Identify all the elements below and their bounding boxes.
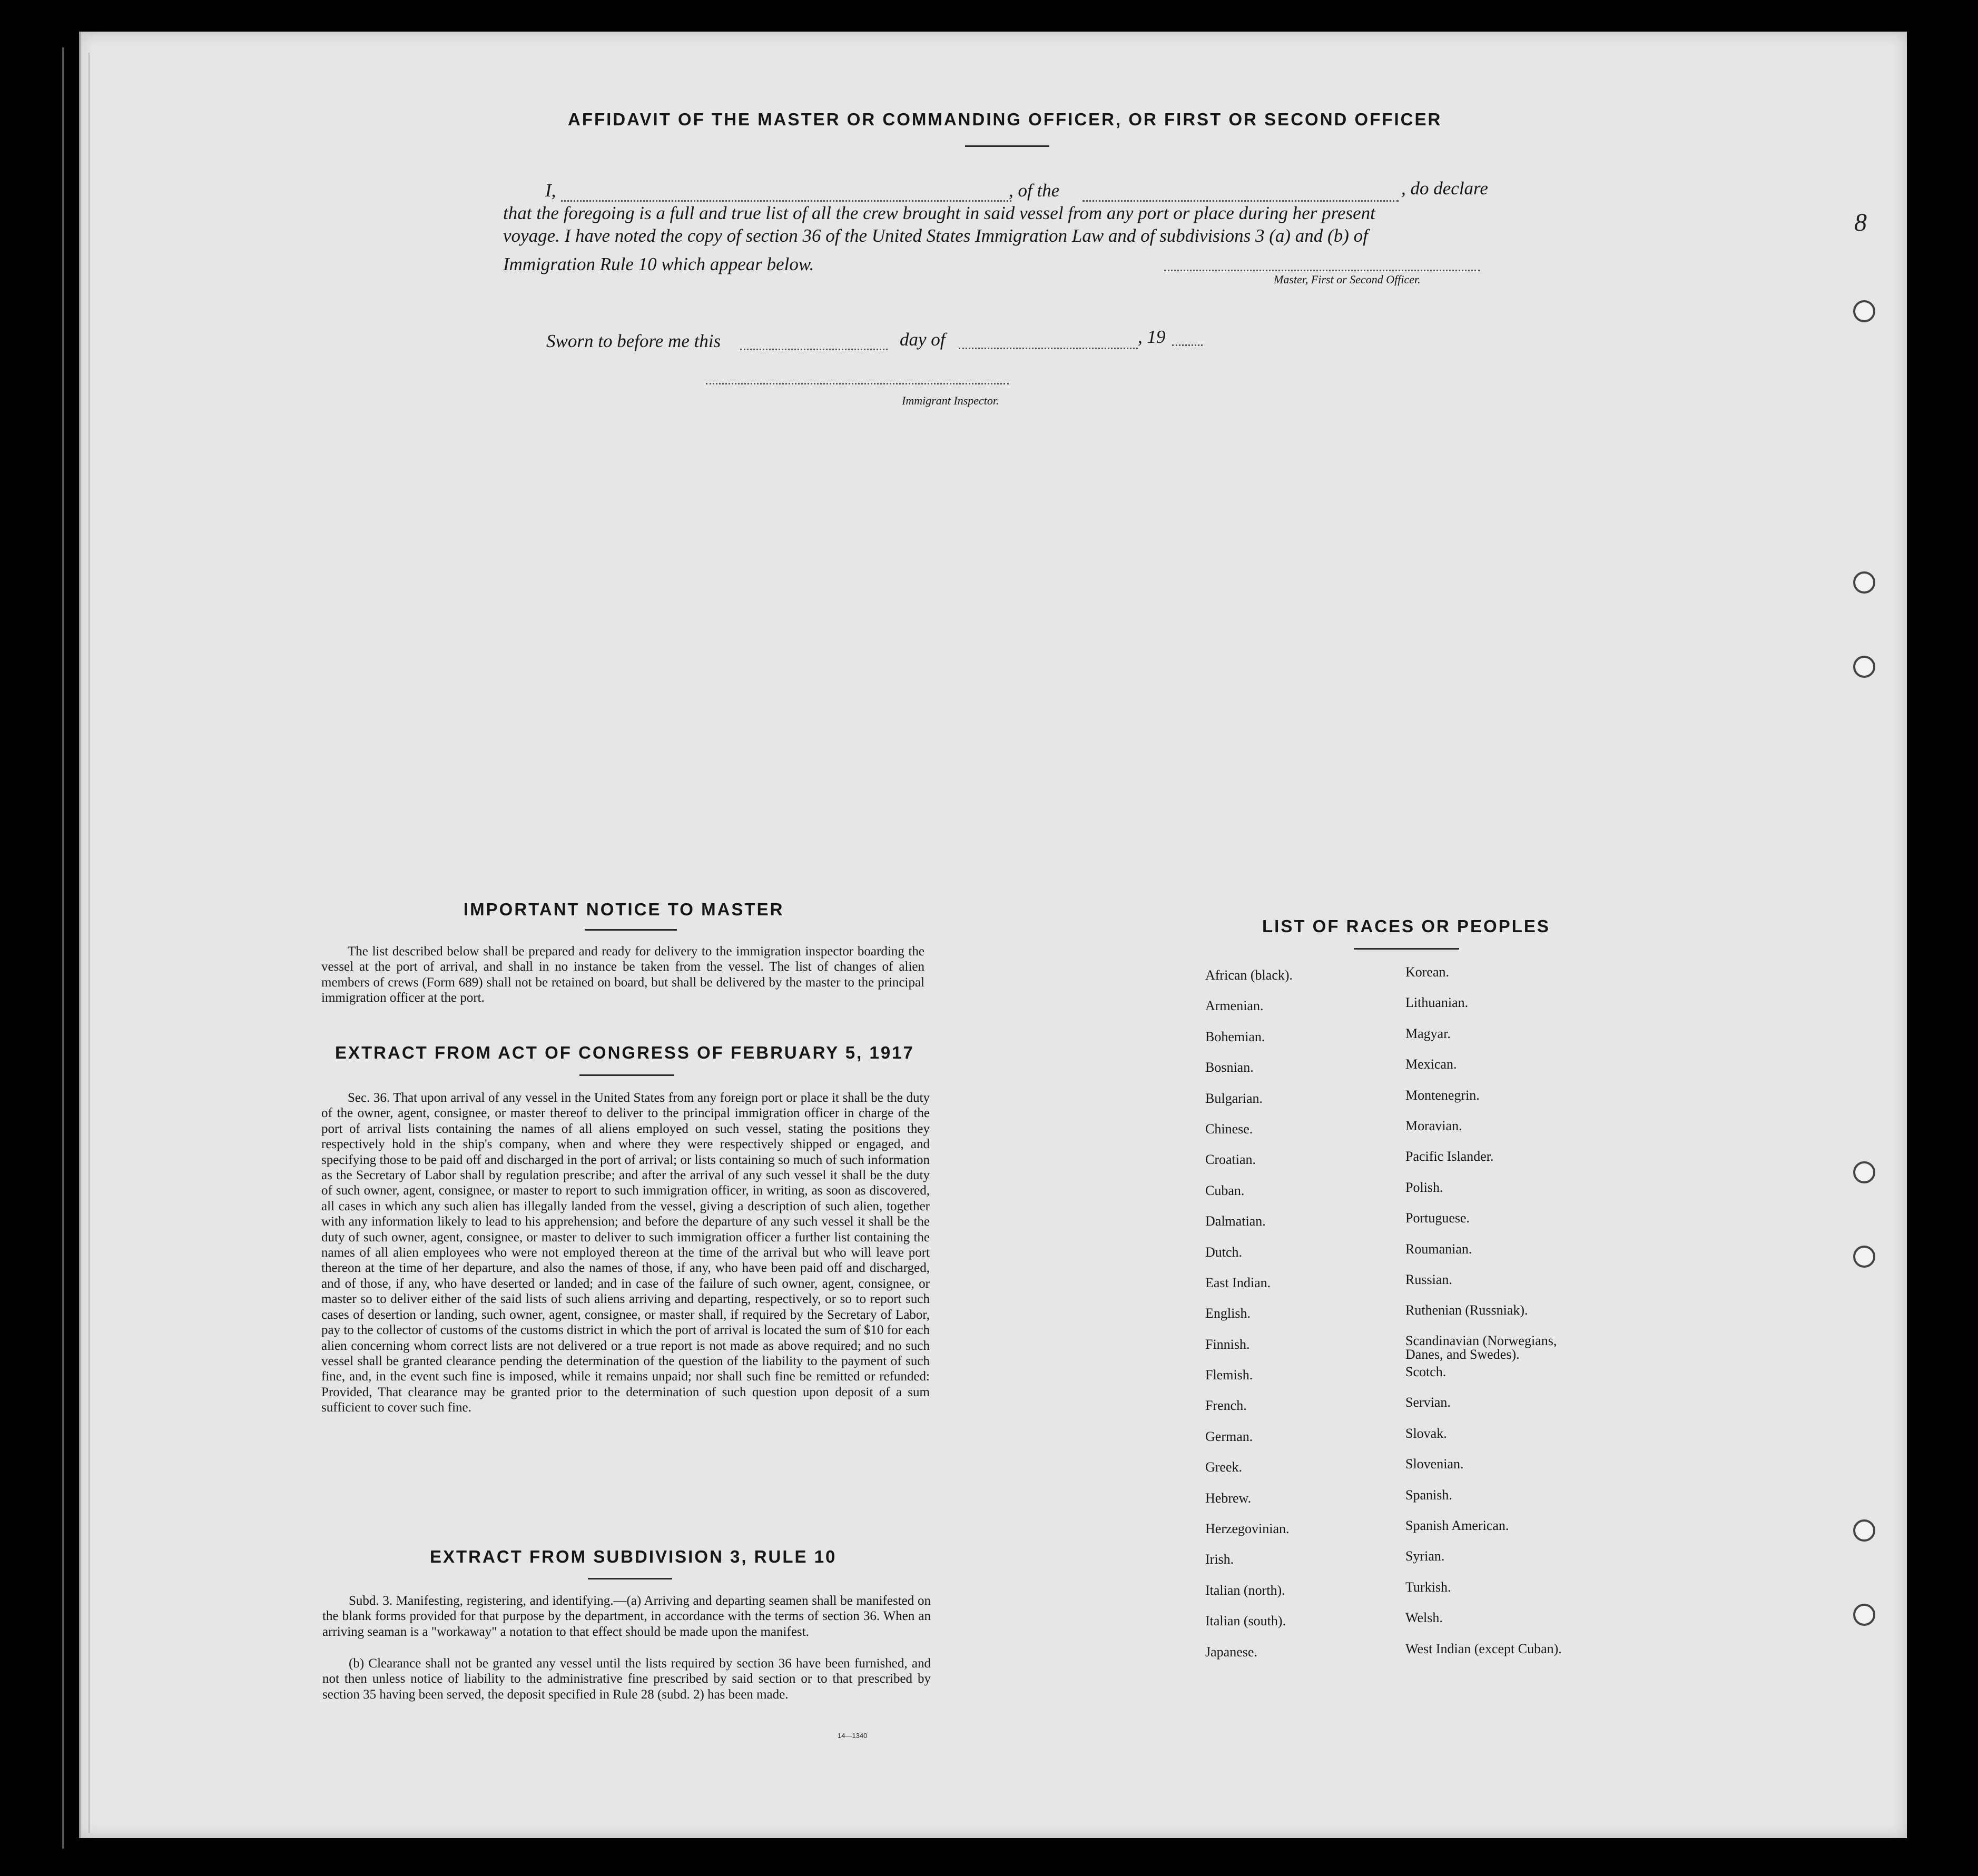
race-item: Magyar. — [1405, 1025, 1451, 1041]
punch-hole — [1853, 571, 1875, 594]
act-extract-rule — [579, 1074, 674, 1076]
page-edge-line — [88, 53, 90, 1833]
rule-extract-title: EXTRACT FROM SUBDIVISION 3, RULE 10 — [430, 1547, 837, 1566]
sworn-day-of-label: day of — [900, 329, 946, 350]
race-item: Irish. — [1205, 1552, 1234, 1567]
race-item: Croatian. — [1205, 1152, 1256, 1168]
race-item: Dutch. — [1205, 1244, 1243, 1260]
inspector-signature-blank — [706, 383, 1009, 384]
race-item: Greek. — [1205, 1459, 1243, 1475]
races-title: LIST OF RACES OR PEOPLES — [1262, 916, 1550, 936]
race-item: Finnish. — [1205, 1336, 1250, 1352]
race-item: Herzegovinian. — [1205, 1521, 1290, 1537]
race-item: Dalmatian. — [1205, 1213, 1266, 1229]
race-item: Armenian. — [1205, 998, 1264, 1014]
race-item: Italian (south). — [1205, 1613, 1286, 1629]
act-extract-title: EXTRACT FROM ACT OF CONGRESS OF FEBRUARY 5, 1917 — [335, 1043, 914, 1062]
act-extract-text: Sec. 36. That upon arrival of any vessel in the United States from any foreign port or place it shall be the duty of the owner, agent, consignee, or master thereof to deliver to the principal immigration officer in charge of the port of arrival lists containing the names of all aliens employed on such vessel, stating the positions they respectively hold in the ship's company, when and where they were respectively shipped or engaged, and specifying those to be paid off and discharged in the port of arrival; or lists containing so much of such information as the Secretary of Labor shall by regulation prescribe; and after the arrival of any such vessel it shall be the duty of such owner, agent, consignee, or master to report to such immigration officer, in writing, as soon as discovered, all cases in which any such alien has illegally landed from the vessel, giving a description of such alien, together with any information likely to lead to his apprehension; and before the departure of any such vessel it shall be the duty of such owner, agent, consignee, or master to deliver to such immigration officer a further list containing the names of all alien employees who were not employed thereon at the time of the arrival but who will leave port thereon at the time of her departure, and also the names of those, if any, who have been paid off and discharged, and of those, if any, who have deserted or landed; and in case of the failure of such owner, agent, consignee, or master so to deliver either of the said lists of such aliens arriving and departing, respectively, or so to report such cases of desertion or landing, such owner, agent, consignee, or master shall, if required by the Secretary of Labor, pay to the collector of customs of the customs district in which the port of arrival is located the sum of $10 for each alien concerning whom correct lists are not delivered or a true report is not made as above required; and no such vessel shall be granted clearance pending the determination of the question of the liability to the payment of such fine, and, in the event such fine is imposed, while it remains unpaid; nor shall such fine be remitted or refunded: Provided, That clearance may be granted prior to the determination of such question upon deposit of a sum sufficient to cover such fine. — [321, 1091, 930, 1415]
affidavit-of-the-label: , of the — [1009, 180, 1060, 201]
race-item: English. — [1205, 1306, 1251, 1321]
race-item: Bosnian. — [1205, 1060, 1254, 1075]
affidavit-i-label: I, — [545, 180, 556, 201]
form-code: 14—1340 — [838, 1732, 868, 1740]
race-item: Spanish. — [1405, 1487, 1452, 1503]
race-item: Mexican. — [1405, 1057, 1457, 1072]
punch-hole — [1853, 1604, 1875, 1626]
races-rule — [1354, 948, 1459, 950]
race-item: Polish. — [1405, 1179, 1443, 1195]
race-item: German. — [1205, 1428, 1253, 1444]
punch-hole — [1853, 656, 1875, 678]
inspector-caption: Immigrant Inspector. — [902, 394, 999, 407]
race-item: Chinese. — [1205, 1121, 1253, 1137]
affidavit-line-2: that the foregoing is a full and true list of all the crew brought in said vessel from any port or place during her present — [503, 203, 1375, 223]
affidavit-title: AFFIDAVIT OF THE MASTER OR COMMANDING OFFICER, OR FIRST OR SECOND OFFICER — [568, 110, 1442, 129]
race-item: Turkish. — [1405, 1579, 1451, 1595]
race-item: Moravian. — [1405, 1118, 1462, 1133]
race-item: Servian. — [1405, 1395, 1451, 1410]
title-rule — [965, 145, 1049, 147]
race-item: Scandinavian (Norwegians, Danes, and Swedes). — [1405, 1332, 1557, 1362]
punch-hole — [1853, 1246, 1875, 1268]
month-blank — [959, 348, 1138, 349]
notice-rule — [585, 929, 677, 931]
race-item: Korean. — [1405, 964, 1450, 980]
page-edge-line — [62, 47, 64, 1849]
race-item: African (black). — [1205, 967, 1293, 983]
punch-hole — [1853, 1161, 1875, 1183]
race-item: Slovenian. — [1405, 1456, 1464, 1472]
race-item: Syrian. — [1405, 1548, 1445, 1564]
rule-extract-text-b: (b) Clearance shall not be granted any vessel until the lists required by section 36 have been furnished, and not then unless notice of liability to the administrative fine prescribed by said section or to that prescribed by section 35 having been served, the deposit specified in Rule 28 (subd. 2) has been made. — [322, 1656, 931, 1702]
page-number-mark: 8 — [1854, 209, 1867, 236]
race-item: Lithuanian. — [1405, 995, 1469, 1011]
name-blank — [561, 200, 1011, 202]
affidavit-line-3: voyage. I have noted the copy of section 36 of the United States Immigration Law and of subdivisions 3 (a) and (b) of — [503, 225, 1368, 246]
sworn-label: Sworn to before me this — [546, 331, 721, 351]
race-item: Hebrew. — [1205, 1490, 1252, 1506]
year-blank — [1172, 344, 1203, 346]
punch-hole — [1853, 1519, 1875, 1542]
sworn-year-label: , 19 — [1138, 327, 1166, 347]
race-item: Welsh. — [1405, 1610, 1443, 1626]
race-item: Japanese. — [1205, 1644, 1257, 1660]
races-right-column — [1405, 965, 1595, 1672]
race-item: Ruthenian (Russniak). — [1405, 1302, 1528, 1318]
race-item: Spanish American. — [1405, 1518, 1509, 1534]
rule-extract-rule — [588, 1578, 672, 1579]
document-page — [79, 32, 1907, 1838]
race-item: Roumanian. — [1405, 1241, 1472, 1257]
notice-text: The list described below shall be prepared and ready for delivery to the immigration inspector boarding the vessel at the port of arrival, and shall in no instance be taken from the vessel. The list of changes of alien members of crews (Form 689) shall not be retained on board, but shall be delivered by the master to the principal immigration officer at the port. — [321, 944, 924, 1005]
races-left-column — [1205, 968, 1293, 1675]
notice-title: IMPORTANT NOTICE TO MASTER — [464, 900, 784, 919]
race-item: West Indian (except Cuban). — [1405, 1641, 1562, 1656]
race-item: Montenegrin. — [1405, 1087, 1480, 1103]
affidavit-line-4: Immigration Rule 10 which appear below. — [503, 254, 814, 274]
race-item: Flemish. — [1205, 1367, 1253, 1383]
race-item: French. — [1205, 1398, 1247, 1414]
race-item: Scotch. — [1405, 1364, 1446, 1380]
signature-blank — [1164, 270, 1480, 271]
race-item: Portuguese. — [1405, 1210, 1470, 1226]
race-item: Italian (north). — [1205, 1582, 1285, 1598]
vessel-blank — [1083, 200, 1399, 202]
race-item: Cuban. — [1205, 1182, 1245, 1198]
race-item: Bulgarian. — [1205, 1090, 1263, 1106]
rule-extract-text-a: Subd. 3. Manifesting, registering, and identifying.—(a) Arriving and departing seamen shall be manifested on the blank forms provided for that purpose by the department, in accordance with the terms of section 36. When an arriving seaman is a "workaway" a notation to that effect should be made upon the manifest. — [322, 1594, 931, 1639]
day-blank — [740, 349, 888, 350]
affidavit-declare-label: , do declare — [1401, 178, 1488, 199]
race-item: East Indian. — [1205, 1275, 1271, 1290]
page-edge-line — [79, 32, 81, 1838]
race-item: Pacific Islander. — [1405, 1149, 1494, 1164]
race-item: Russian. — [1405, 1271, 1452, 1287]
race-item: Bohemian. — [1205, 1029, 1265, 1044]
race-item: Slovak. — [1405, 1425, 1447, 1441]
signature-caption: Master, First or Second Officer. — [1274, 273, 1421, 286]
punch-hole — [1853, 300, 1875, 322]
